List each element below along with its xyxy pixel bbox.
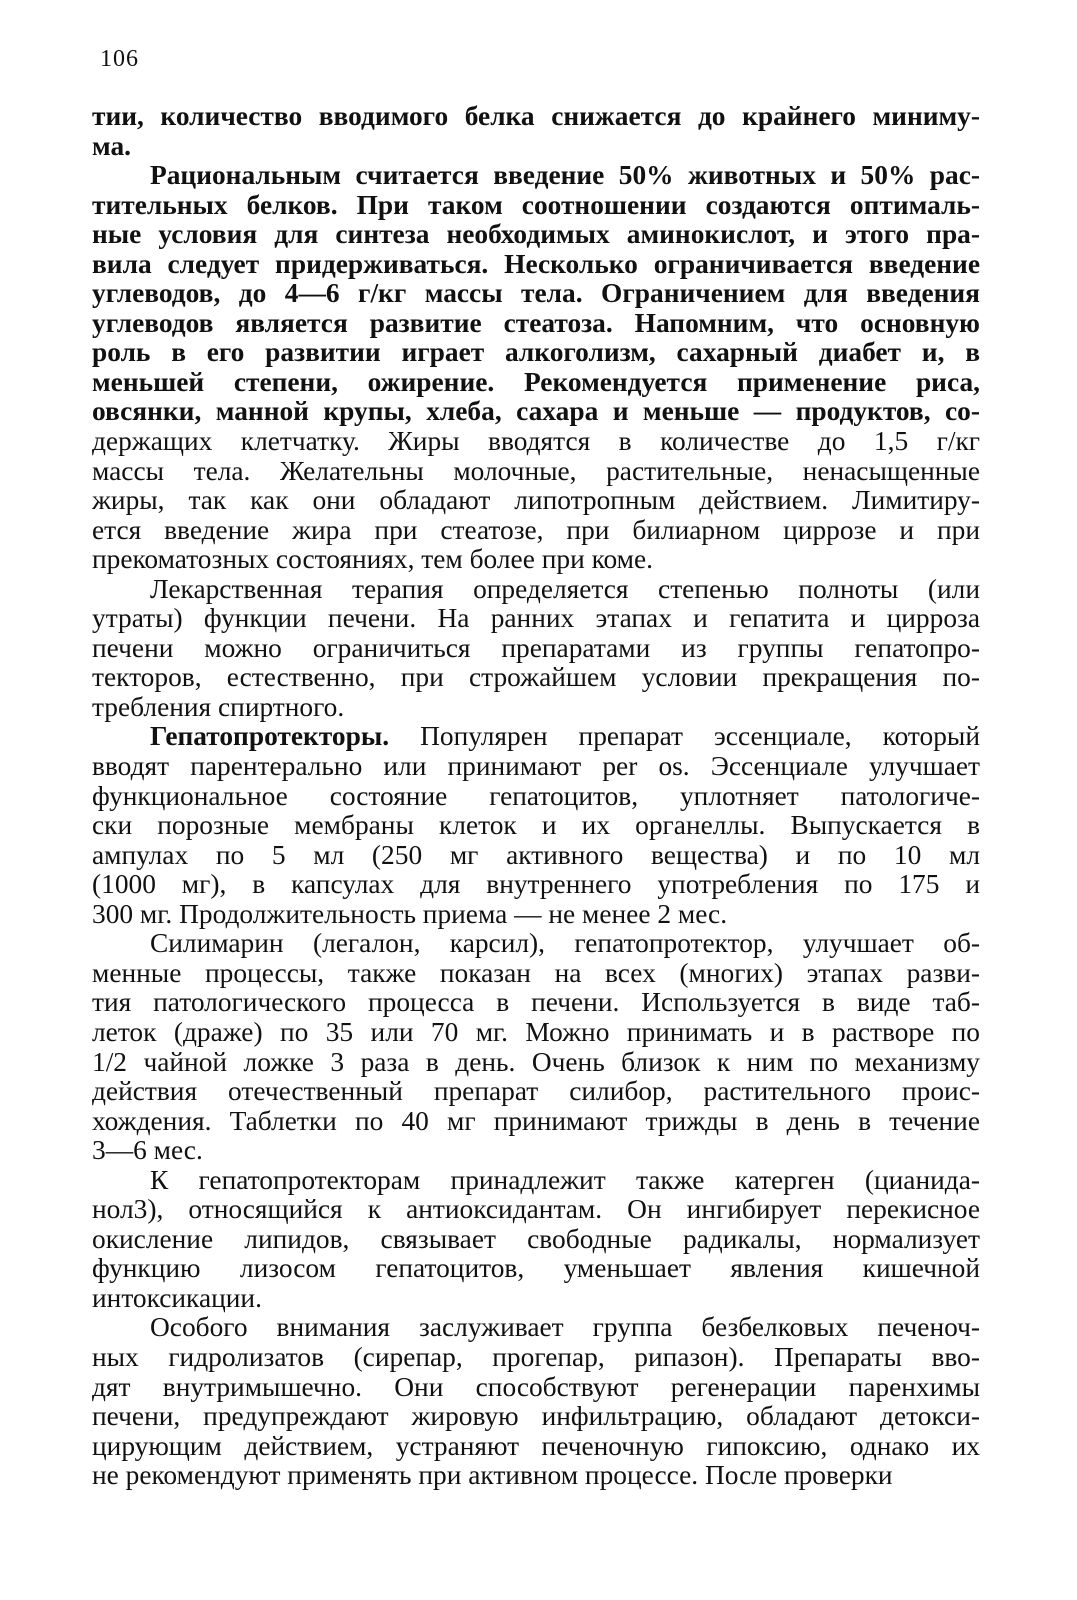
text-line: хождения. Таблетки по 40 мг принимают трижды в день в течение bbox=[92, 1105, 980, 1136]
text-line: прекоматозных состояниях, тем более при коме. bbox=[92, 544, 653, 575]
text-line: ных гидролизатов (сирепар, прогепар, рипазон). Препараты вво- bbox=[92, 1341, 980, 1372]
section-lead: Гепатопротекторы. bbox=[150, 721, 390, 752]
text-line: печени, предупреждают жировую инфильтрацию, обладают детокси- bbox=[92, 1401, 980, 1432]
text-line: 1/2 чайной ложке 3 раза в день. Очень близок к ним по механизму bbox=[92, 1046, 980, 1077]
text-line: цирующим действием, устраняют печеночную гипоксию, однако их bbox=[92, 1430, 980, 1461]
text-line: углеводов является развитие стеатоза. Напомним, что основную bbox=[92, 307, 980, 338]
text-line: роль в его развитии играет алкоголизм, сахарный диабет и, в bbox=[92, 337, 980, 368]
text-line: нол3), относящийся к антиоксидантам. Он ингибирует перекисное bbox=[92, 1194, 980, 1225]
text-line: ма. bbox=[92, 130, 132, 161]
text-line: не рекомендуют применять при активном процессе. После проверки bbox=[92, 1460, 893, 1491]
body-text bbox=[92, 102, 980, 1491]
text-line: держащих клетчатку. Жиры вводятся в количестве до 1,5 г/кг bbox=[92, 426, 980, 457]
text-line: тительных белков. При таком соотношении создаются оптималь- bbox=[92, 189, 980, 220]
text-line: углеводов, до 4—6 г/кг массы тела. Ограничением для введения bbox=[92, 278, 980, 309]
text-line: ски порозные мембраны клеток и их органеллы. Выпускается в bbox=[92, 810, 980, 841]
text-line: требления спиртного. bbox=[92, 691, 345, 722]
text-line: овсянки, манной крупы, хлеба, сахара и меньше — продуктов, со- bbox=[92, 396, 980, 427]
text-line: печени можно ограничиться препаратами из группы гепатопро- bbox=[92, 632, 980, 663]
text-line: 3—6 мес. bbox=[92, 1135, 203, 1166]
text-line: вила следует придерживаться. Несколько ограничивается введение bbox=[92, 248, 980, 279]
text-line: окисление липидов, связывает свободные радикалы, нормализует bbox=[92, 1223, 980, 1254]
paragraph bbox=[92, 722, 980, 929]
text-line: ампулах по 5 мл (250 мг активного вещества) и по 10 мл bbox=[92, 839, 980, 870]
text-line: действия отечественный препарат силибор, растительного проис- bbox=[92, 1076, 980, 1107]
text-line: Силимарин (легалон, карсил), гепатопротектор, улучшает об- bbox=[150, 928, 980, 959]
text-line: тии, количество вводимого белка снижается до крайнего миниму- bbox=[92, 101, 980, 131]
text-line: текторов, естественно, при строжайшем условии прекращения по- bbox=[92, 662, 980, 693]
paragraph bbox=[92, 575, 980, 723]
text-line: меньшей степени, ожирение. Рекомендуется применение риса, bbox=[92, 366, 980, 397]
paragraph bbox=[92, 102, 980, 161]
text-line: массы тела. Желательны молочные, растительные, ненасыщенные bbox=[92, 455, 980, 486]
text-line: ные условия для синтеза необходимых аминокислот, и этого пра- bbox=[92, 219, 980, 250]
text-line: вводят парентерально или принимают per os. Эссенциале улучшает bbox=[92, 751, 980, 782]
text-line: жиры, так как они обладают липотропным действием. Лимитиру- bbox=[92, 485, 980, 516]
text-line: тия патологического процесса в печени. Используется в виде таб- bbox=[92, 987, 980, 1018]
text-line: Особого внимания заслуживает группа безбелковых печеноч- bbox=[150, 1312, 980, 1343]
paragraph bbox=[92, 161, 980, 575]
text-line: функциональное состояние гепатоцитов, уплотняет патологиче- bbox=[92, 780, 980, 811]
text-line: Гепатопротекторы. Популярен препарат эссенциале, который bbox=[150, 721, 980, 752]
text-line: Рациональным считается введение 50% животных и 50% рас- bbox=[150, 160, 980, 191]
text-line: К гепатопротекторам принадлежит также катерген (цианида- bbox=[150, 1164, 980, 1195]
text-line: Лекарственная терапия определяется степенью полноты (или bbox=[150, 573, 980, 604]
paragraph bbox=[92, 1166, 980, 1314]
text-line: функцию лизосом гепатоцитов, уменьшает явления кишечной bbox=[92, 1253, 980, 1284]
paragraph bbox=[92, 1313, 980, 1490]
page-number: 106 bbox=[100, 46, 139, 72]
text-line: дят внутримышечно. Они способствуют регенерации паренхимы bbox=[92, 1371, 980, 1402]
text-line: (1000 мг), в капсулах для внутреннего употребления по 175 и bbox=[92, 869, 980, 900]
text-line: утраты) функции печени. На ранних этапах и гепатита и цирроза bbox=[92, 603, 980, 634]
text-line: интоксикации. bbox=[92, 1282, 262, 1313]
paragraph bbox=[92, 929, 980, 1165]
text-line: ется введение жира при стеатозе, при билиарном циррозе и при bbox=[92, 514, 980, 545]
text-line: менные процессы, также показан на всех (многих) этапах разви- bbox=[92, 957, 980, 988]
text-line: 300 мг. Продолжительность приема — не менее 2 мес. bbox=[92, 898, 728, 929]
text-line: леток (драже) по 35 или 70 мг. Можно принимать и в растворе по bbox=[92, 1016, 980, 1047]
